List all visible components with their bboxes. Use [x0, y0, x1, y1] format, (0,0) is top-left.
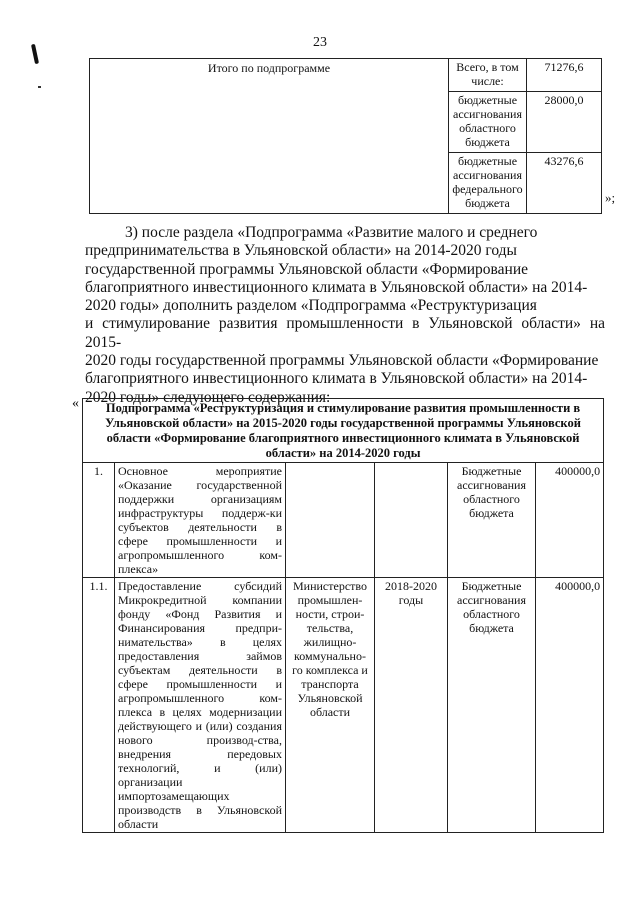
- subprogram-header-row: [83, 399, 604, 463]
- scan-artifact-dot: [38, 86, 41, 88]
- table-row: [83, 578, 604, 833]
- subprogram-table: [82, 398, 604, 833]
- page-number: 23: [313, 35, 327, 50]
- summary-table: [89, 58, 602, 214]
- row-period: [375, 463, 448, 578]
- paragraph-line: предпринимательства в Ульяновской области» на 2014-2020 годы: [85, 242, 517, 260]
- summary-amount: 28000,0: [527, 92, 602, 153]
- summary-desc: Всего, в том числе:: [449, 59, 527, 92]
- row-executor: Министерство промышлен-ности, строи-тельства, жилищно-коммунально-го комплекса и транспорта Ульяновской области: [286, 578, 375, 833]
- row-period: 2018-2020 годы: [375, 578, 448, 833]
- summary-desc: бюджетные ассигнования областного бюджета: [449, 92, 527, 153]
- row-number: 1.1.: [83, 578, 115, 833]
- opening-quote: «: [72, 396, 79, 411]
- paragraph-line: государственной программы Ульяновской области «Формирование: [85, 260, 529, 278]
- summary-amount: 43276,6: [527, 153, 602, 214]
- paragraph-line: 2020 годы» следующего содержания:: [85, 388, 331, 406]
- row-activity: Предоставление субсидий Микрокредитной компании фонду «Фонд Развития и Финансирования предпри-нимательства» в целях предоставления займов субъектам деятельности в сфере промышленности и агропромышленного ком-плекса в целях модернизации действующего и (или) создания нового производ-ства, внедрения передовых технологий, и (или) организации импортозамещающих производств в Ульяновской области: [115, 578, 286, 833]
- row-amount: 400000,0: [536, 463, 604, 578]
- table-row: [83, 463, 604, 578]
- row-number: 1.: [83, 463, 115, 578]
- row-executor: [286, 463, 375, 578]
- closing-quote: »;: [605, 190, 616, 205]
- subprogram-title: Подпрограмма «Реструктуризация и стимулирование развития промышленности в Ульяновской области» на 2015-2020 годы государственной программы Ульяновской области «Формирование благоприятного инвестиционного климата в Ульяновской области» на 2014-2020 годы: [83, 399, 604, 463]
- summary-row-total: [90, 59, 602, 92]
- paragraph-line: 3) после раздела «Подпрограмма «Развитие малого и среднего: [125, 224, 538, 241]
- amendment-paragraph: [85, 224, 605, 407]
- summary-amount: 71276,6: [527, 59, 602, 92]
- paragraph-line: 2020 годы» дополнить разделом «Подпрограмма «Реструктуризация: [85, 297, 537, 315]
- row-amount: 400000,0: [536, 578, 604, 833]
- paragraph-line: и стимулирование развития промышленности в Ульяновской области» на 2015-: [85, 315, 605, 351]
- paragraph-line: 2020 годы государственной программы Ульяновской области «Формирование: [85, 352, 599, 370]
- summary-desc: бюджетные ассигнования федерального бюджета: [449, 153, 527, 214]
- summary-label: Итого по подпрограмме: [90, 59, 449, 214]
- row-activity: Основное мероприятие «Оказание государственной поддержки организациям инфраструктуры поддерж-ки субъектов деятельности в сфере промышленности и агропромышленного ком-плекса»: [115, 463, 286, 578]
- paragraph-line: благоприятного инвестиционного климата в Ульяновской области» на 2014-: [85, 370, 588, 388]
- row-funding-source: Бюджетные ассигнования областного бюджета: [448, 463, 536, 578]
- row-funding-source: Бюджетные ассигнования областного бюджета: [448, 578, 536, 833]
- paragraph-line: благоприятного инвестиционного климата в Ульяновской области» на 2014-: [85, 278, 588, 296]
